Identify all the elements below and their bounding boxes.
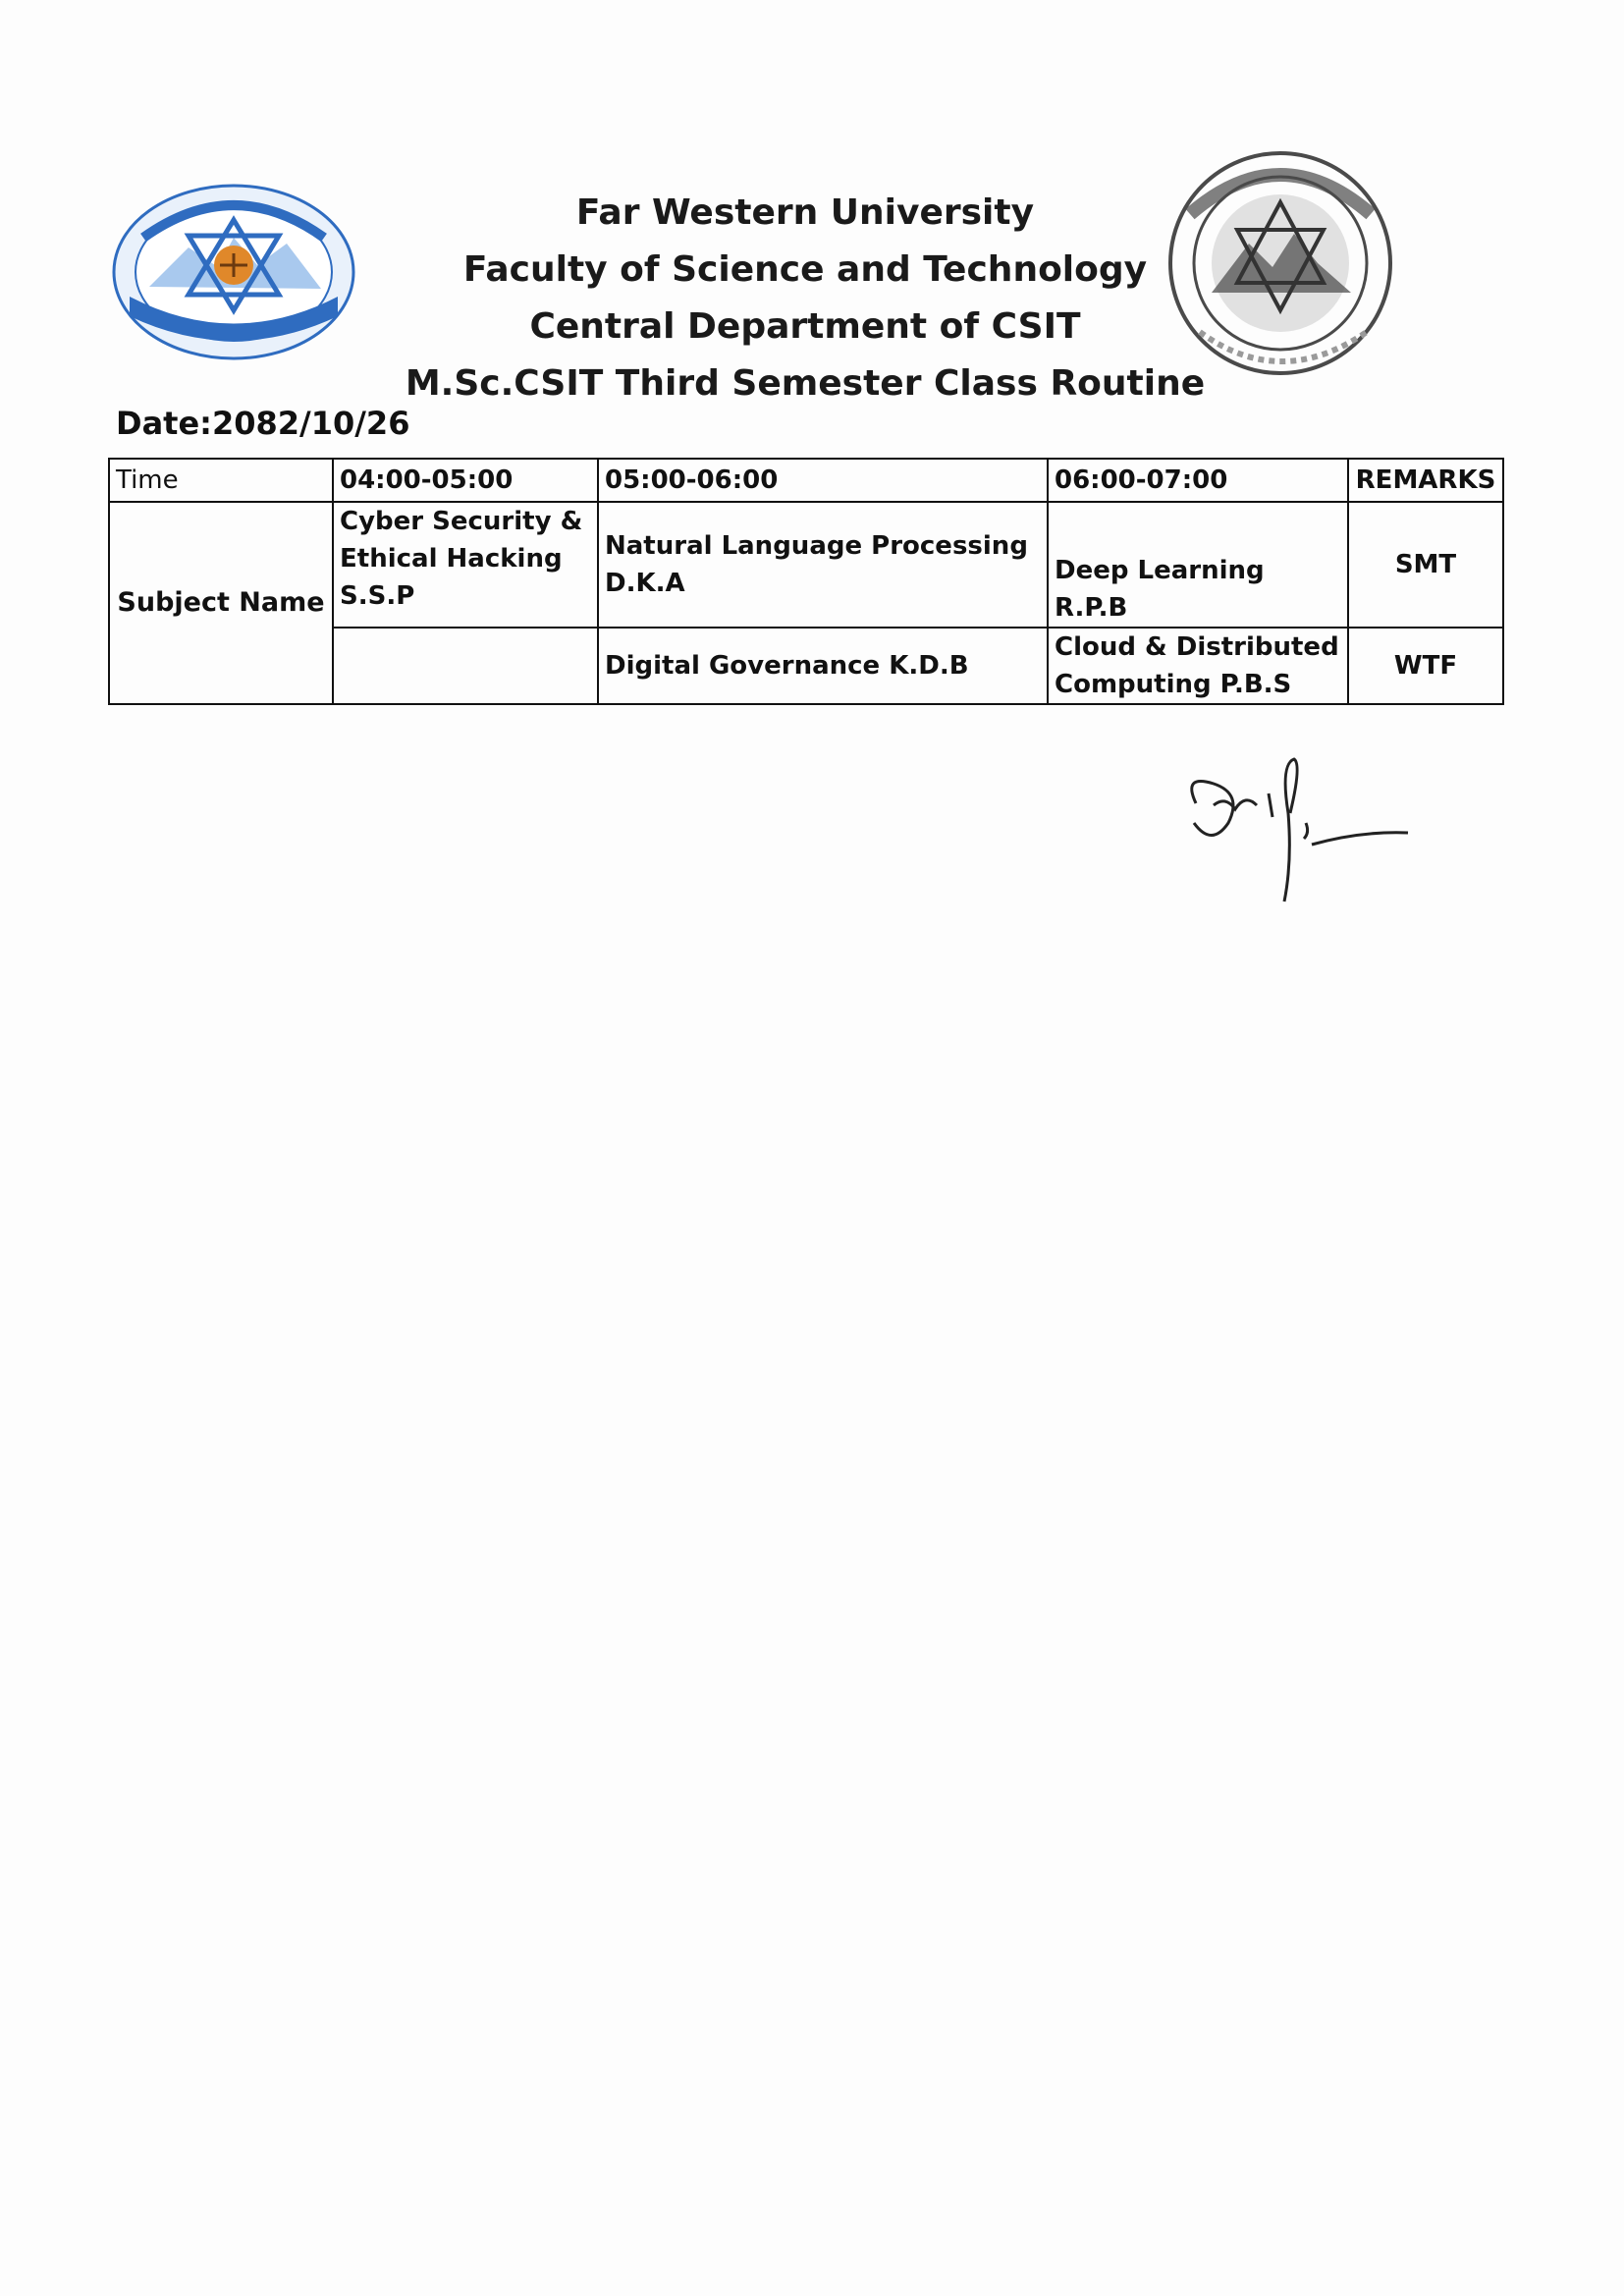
university-name: Far Western University — [575, 192, 1035, 233]
row2-slot-3: Cloud & Distributed Computing P.B.S — [1048, 628, 1348, 704]
class-routine-table — [108, 458, 1504, 705]
header-time: Time — [109, 459, 333, 502]
routine-title: M.Sc.CSIT Third Semester Class Routine — [405, 363, 1206, 404]
table-row — [109, 502, 1503, 628]
header-slot-2: 05:00-06:00 — [598, 459, 1048, 502]
university-logo-icon — [110, 179, 357, 365]
header-remarks: REMARKS — [1348, 459, 1503, 502]
signature — [1174, 754, 1412, 915]
routine-date: Date:2082/10/26 — [116, 405, 410, 442]
row2-slot-1 — [333, 628, 598, 704]
document-heading — [373, 185, 1237, 412]
header-slot-1: 04:00-05:00 — [333, 459, 598, 502]
row2-remarks: WTF — [1348, 628, 1503, 704]
row2-slot-2: Digital Governance K.D.B — [598, 628, 1048, 704]
row1-remarks: SMT — [1348, 502, 1503, 628]
table-header-row — [109, 459, 1503, 502]
department-name: Central Department of CSIT — [529, 306, 1081, 347]
faculty-seal-icon — [1151, 145, 1416, 389]
row1-slot-3: Deep Learning R.P.B — [1048, 502, 1348, 628]
faculty-name: Faculty of Science and Technology — [462, 249, 1148, 290]
row1-slot-1: Cyber Security & Ethical Hacking S.S.P — [333, 502, 598, 628]
header-slot-3: 06:00-07:00 — [1048, 459, 1348, 502]
subject-name-label: Subject Name — [109, 502, 333, 704]
row1-slot-2: Natural Language Processing D.K.A — [598, 502, 1048, 628]
